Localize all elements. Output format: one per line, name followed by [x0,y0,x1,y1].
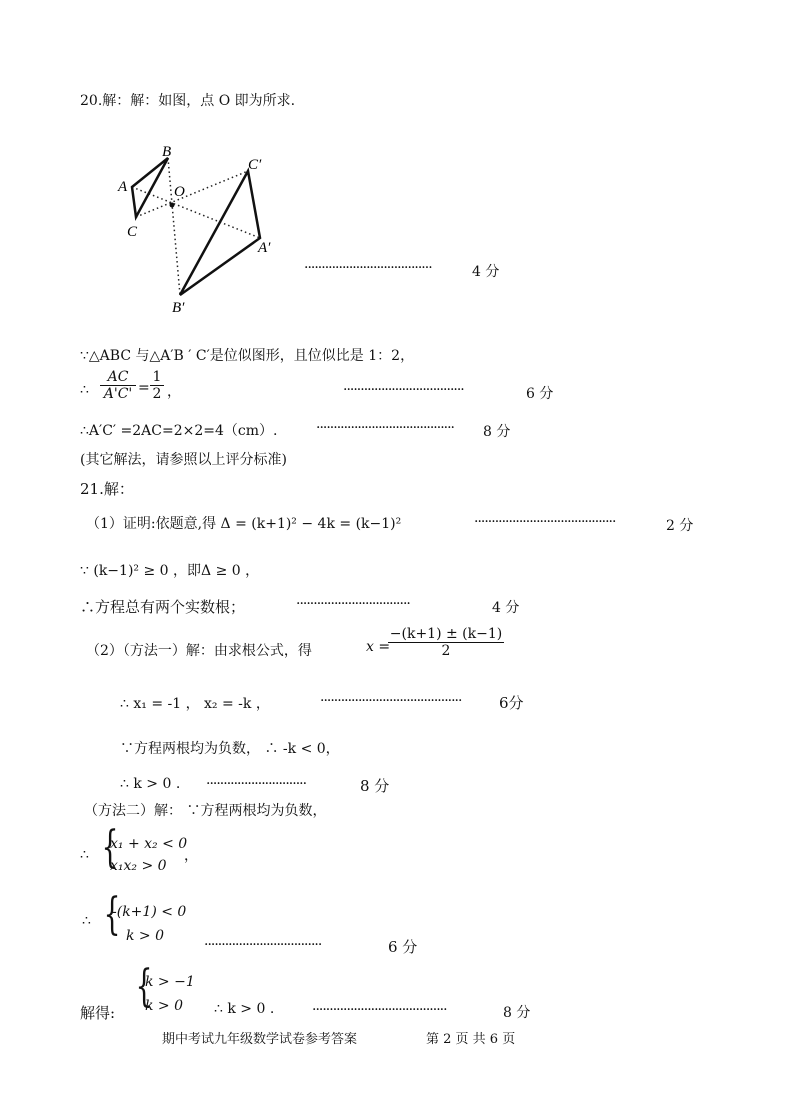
dot-leader: ····································· [304,260,432,276]
equals-sign: = [138,380,150,396]
comma: ， [184,848,198,864]
q21-negative-line: ∵方程两根均为负数， ∴ -k < 0， [120,741,340,757]
dot-leader: ······································· [312,1002,447,1018]
q20-score-4: 4 分 [472,264,500,280]
dot-leader: ········································ [316,420,455,436]
triangle-a1b1c1 [180,171,260,295]
q21-conclusion1-score: 4 分 [492,600,520,616]
label-o: O [174,184,185,200]
q21-final-score: 8 分 [503,1005,531,1021]
fraction-denominator: A'C' [100,385,136,402]
q20-result-line: ∴A′C′ =2AC=2×2=4（cm）. [80,423,278,439]
q20-similarity-line: ∵△ABC 与△A′B ′ C′是位似图形，且位似比是 1：2， [80,348,415,364]
q20-note: (其它解法，请参照以上评分标准) [80,452,287,468]
half-denominator: 2 [150,385,164,402]
q21-part1: （1）证明:依题意,得 Δ = (k+1)² − 4k = (k−1)² [86,516,402,532]
therefore-symbol: ∴ [82,913,91,929]
q21-roots-score: 6分 [499,694,524,712]
left-brace: { [101,822,119,873]
dot-leader: ··································· [343,382,464,398]
root-denominator: 2 [388,642,504,659]
label-a: A [118,179,128,195]
label-c1: C′ [248,157,262,173]
system-3-eq-b: k > 0 [145,998,184,1014]
system-1 [110,833,187,877]
q21-conclusion1: ∴方程总有两个实数根； [80,598,246,616]
q20-header: 20.解：解：如图，点 O 即为所求. [80,93,296,109]
therefore-symbol: ∴ [80,847,89,863]
q21-k-score: 8 分 [360,777,390,795]
footer-page-number: 第 2 页 共 6 页 [426,1032,516,1047]
root-formula [388,626,504,659]
root-numerator: −(k+1) ± (k−1) [389,626,503,642]
system-2-eq-b: k > 0 [126,928,165,944]
comma: ， [167,384,181,400]
dot-leader: ····························· [206,776,307,792]
dot-leader: ········································· [474,514,616,530]
left-brace: { [103,889,121,940]
q21-header: 21.解： [80,480,134,498]
label-b: B [162,144,172,160]
therefore-symbol: ∴ [80,382,89,398]
q21-method2: （方法二）解： ∵方程两根均为负数， [84,803,327,819]
center-o-point [170,203,175,208]
system-2-eq-a: -(k+1) < 0 [112,904,187,920]
fraction-numerator: AC [107,369,129,385]
label-a1: A′ [258,240,271,256]
dot-leader: ·································· [204,937,322,953]
system-1-eq-a: x₁ + x₂ < 0 [110,836,188,852]
q20-score-6: 6 分 [526,386,554,402]
q21-sys2-score: 6 分 [388,938,418,956]
left-brace: { [135,961,153,1012]
label-b1: B′ [172,300,185,316]
q21-part1-score: 2 分 [666,518,694,534]
root-x-label: x = [366,639,391,655]
solve-label: 解得: [80,1004,116,1022]
fraction-one-half [150,369,164,402]
dot-leader: ········································· [320,693,462,709]
q21-because-line: ∵ (k−1)² ≥ 0 ，即Δ ≥ 0 ， [80,563,260,579]
footer-title: 期中考试九年级数学试卷参考答案 [162,1032,358,1047]
system-3 [145,970,195,1018]
triangle-abc [132,158,168,217]
q21-final-line: ∴ k > 0 . [214,1001,275,1017]
label-c: C [127,224,138,240]
q21-part2: （2）（方法一）解：由求根公式，得 [86,643,312,659]
half-numerator: 1 [152,369,162,385]
system-2 [112,900,186,948]
dot-leader: ································· [296,596,410,612]
system-1-eq-b: x₁x₂ > 0 [110,858,167,874]
q21-k-line: ∴ k > 0 . [120,776,181,792]
homothety-figure [110,140,290,320]
q21-roots-line: ∴ x₁ = -1 ， x₂ = -k ， [120,696,270,712]
q20-score-8: 8 分 [483,424,511,440]
fraction-ac-over-a1c1 [100,369,136,402]
system-3-eq-a: k > −1 [145,974,195,990]
